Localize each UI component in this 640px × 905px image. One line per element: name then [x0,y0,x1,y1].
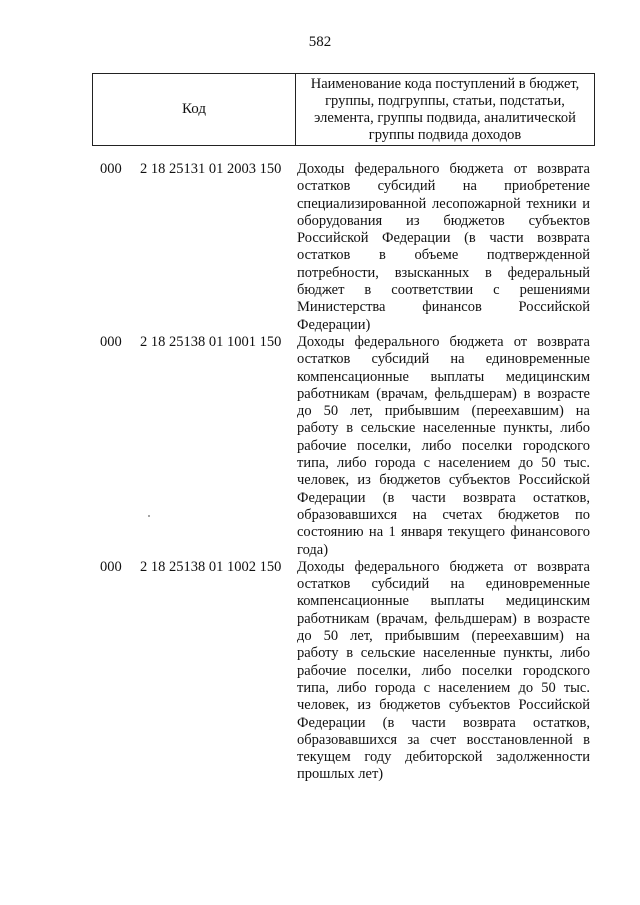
admin-code: 000 [100,558,122,575]
name-column-header: Наименование кода поступлений в бюджет, группы, подгруппы, статьи, подстатьи, элемента, группы подвида, аналитической группы подвида доходов [310,75,580,143]
income-code: 2 18 25138 01 1001 150 [140,333,282,350]
income-description: Доходы федерального бюджета от возврата остатков субсидий на приобретение специализированной лесопожарной техники и оборудования из бюджетов субъектов Российской Федерации (в части возврата остатков в объеме подтвержденной потребности, взысканных в федеральный бюджет в соответствии с решениями Министерства финансов Российской Федерации) [297,161,590,333]
page-number: 582 [308,34,332,50]
income-code: 2 18 25131 01 2003 150 [140,161,282,177]
table-row [100,161,590,334]
income-code: 2 18 25138 01 1002 150 [140,558,282,575]
table-row [100,559,590,784]
income-description: Доходы федерального бюджета от возврата остатков субсидий на единовременные компенсационные выплаты медицинским работникам (врачам, фельдшерам) в возрасте до 50 лет, прибывшим (переехавшим) на работу в сельские населенные пункты, либо рабочие поселки, либо поселки городского типа, либо города с населением до 50 тыс. человек, из бюджетов субъектов Российской Федерации (в части возврата остатков, образовавшихся на счетах бюджетов по состоянию на 1 января текущего финансового года) [297,333,590,558]
income-description: Доходы федерального бюджета от возврата остатков субсидий на единовременные компенсационные выплаты медицинским работникам (врачам, фельдшерам) в возрасте до 50 лет, прибывшим (переехавшим) на работу в сельские населенные пункты, либо рабочие поселки, либо поселки городского типа, либо города с населением до 50 тыс. человек, из бюджетов субъектов Российской Федерации (в части возврата остатков, образовавшихся за счет восстановленной в текущем году дебиторской задолженности прошлых лет) [297,558,590,783]
admin-code: 000 [100,161,122,177]
table-row [100,334,590,559]
scan-speck [148,515,150,517]
entries-list [100,161,590,784]
table-header [92,73,595,146]
admin-code: 000 [100,333,122,350]
code-column-header: Код [93,74,296,145]
